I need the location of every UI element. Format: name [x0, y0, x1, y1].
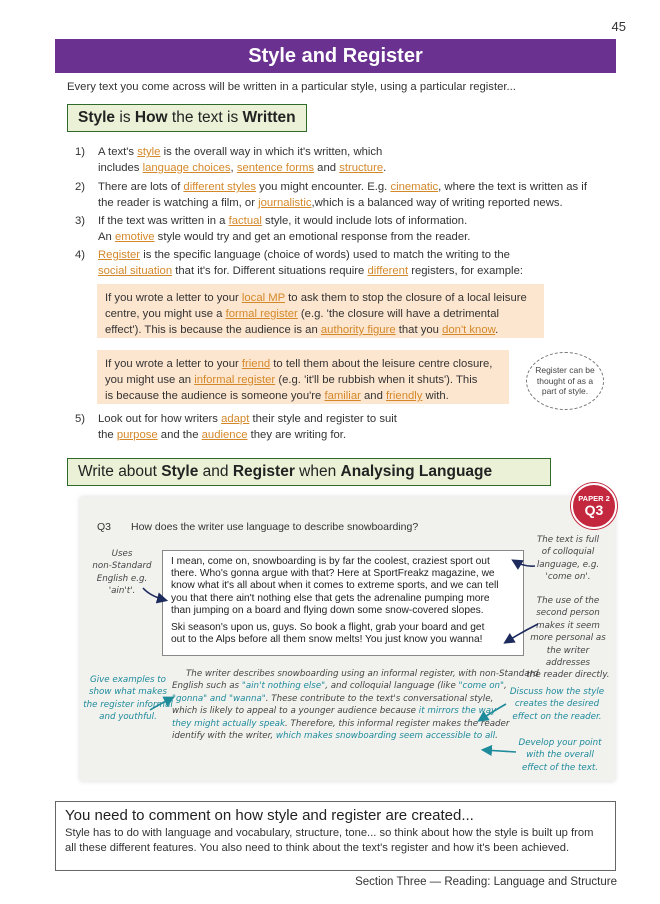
- source-extract: I mean, come on, snowboarding is by far the coolest, craziest sport out there. Who's gonna argue with that? Here at SportFreakz magazine, we know what it's all about when it comes to extreme sports, and we can tell you that there ain't nothing else that gets the adrenaline pumping more than jumping on a board and flying down some snow-covered slopes. Ski season's upon us, guys. So book a flight, grab your board and get out to the Alps before all them snow melts! You just know you wanna!: [162, 550, 524, 656]
- summary-text-line: Style has to do with language and vocabulary, structure, tone... so think about how the style is built up from: [65, 827, 594, 839]
- summary-box: [55, 801, 616, 871]
- annotation-non-standard: Uses non-Standard English e.g. 'ain't'.: [92, 549, 152, 597]
- section-heading-analysing: Write about Style and Register when Analysing Language: [67, 458, 551, 486]
- example-box-informal: If you wrote a letter to your friend to tell them about the leisure centre closure, you might use an informal register (e.g. 'it'll be rubbish when it shuts'). This is because the audience is someone you're familiar and friendly with.: [97, 350, 509, 404]
- annotation-second-person: The use of the second person makes it seem more personal as the writer addresses the reader directly.: [526, 596, 610, 681]
- section-heading-style: Style is How the text is Written: [67, 104, 307, 132]
- starburst-note: Register can be thought of as a part of style.: [526, 352, 604, 410]
- paper-badge: PAPER 2 Q3: [571, 483, 617, 529]
- example-box-formal: If you wrote a letter to your local MP to ask them to stop the closure of a local leisure centre, you might use a formal register (e.g. 'the closure will have a detrimental effect'). This is because the audience is an authority figure that you don't know.: [97, 284, 544, 338]
- page-title: Style and Register: [55, 39, 616, 73]
- page-footer: Section Three — Reading: Language and Structure: [355, 876, 617, 888]
- summary-text-line: all these different features. You also need to think about the text's register and how it's been achieved.: [65, 842, 570, 854]
- page-number: 45: [611, 19, 626, 34]
- annotation-develop-point: Develop your point with the overall effect of the text.: [518, 738, 602, 773]
- question-label: Q3: [97, 521, 112, 533]
- model-answer: The writer describes snowboarding using an informal register, with non-Standard English such as "ain't nothing else", and colloquial language (like "come on", "gonna" and "wanna". These contribute to the text's conversational style, which is likely to appeal to a younger audience because it mirrors the way they might actually speak. Therefore, this informal register makes the reader identify with the writer, which makes snowboarding seem accessible to all.: [172, 669, 539, 742]
- question-text: How does the writer use language to describe snowboarding?: [131, 521, 419, 533]
- annotation-colloquial: The text is full of colloquial language, e.g. 'come on'.: [536, 535, 600, 583]
- intro-text: Every text you come across will be written in a particular style, using a particular register...: [67, 81, 516, 93]
- summary-heading: You need to comment on how style and register are created...: [65, 807, 474, 824]
- annotation-discuss-style: Discuss how the style creates the desired effect on the reader.: [509, 687, 605, 722]
- annotation-give-examples: Give examples to show what makes the register informal and youthful.: [83, 675, 173, 723]
